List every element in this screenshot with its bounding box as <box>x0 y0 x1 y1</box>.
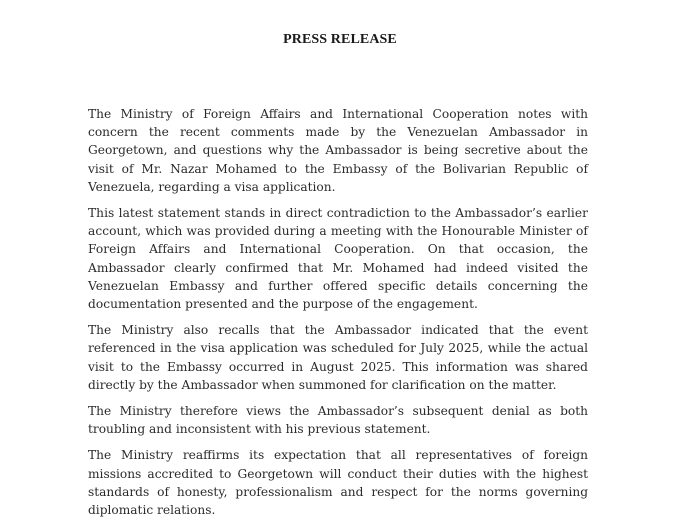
paragraph-2: This latest statement stands in direct contradiction to the Ambassador’s earlier account, which was provided during a meeting with the Honourable Minister of Foreign Affairs and International Cooperation. On that occasion, the Ambassador clearly confirmed that Mr. Mohamed had indeed visited the Venezuelan Embassy and further offered specific details concerning the documentation presented and the purpose of the engagement. <box>88 206 588 312</box>
paragraph-1: The Ministry of Foreign Affairs and International Cooperation notes with concern the recent comments made by the Venezuelan Ambassador in Georgetown, and questions why the Ambassador is being secretive about the visit of Mr. Nazar Mohamed to the Embassy of the Bolivarian Republic of Venezuela, regarding a visa application. <box>88 107 588 194</box>
document-body <box>88 105 588 527</box>
paragraph-4: The Ministry therefore views the Ambassador’s subsequent denial as both troubling and inconsistent with his previous statement. <box>88 404 588 437</box>
paragraph-3: The Ministry also recalls that the Ambassador indicated that the event referenced in the visa application was scheduled for July 2025, while the actual visit to the Embassy occurred in August 2025. This information was shared directly by the Ambassador when summoned for clarification on the matter. <box>88 323 588 392</box>
paragraph-5: The Ministry reaffirms its expectation that all representatives of foreign missions accredited to Georgetown will conduct their duties with the highest standards of honesty, professionalism and respect for the norms governing diplomatic relations. <box>88 448 588 518</box>
document-title: PRESS RELEASE <box>283 32 397 47</box>
